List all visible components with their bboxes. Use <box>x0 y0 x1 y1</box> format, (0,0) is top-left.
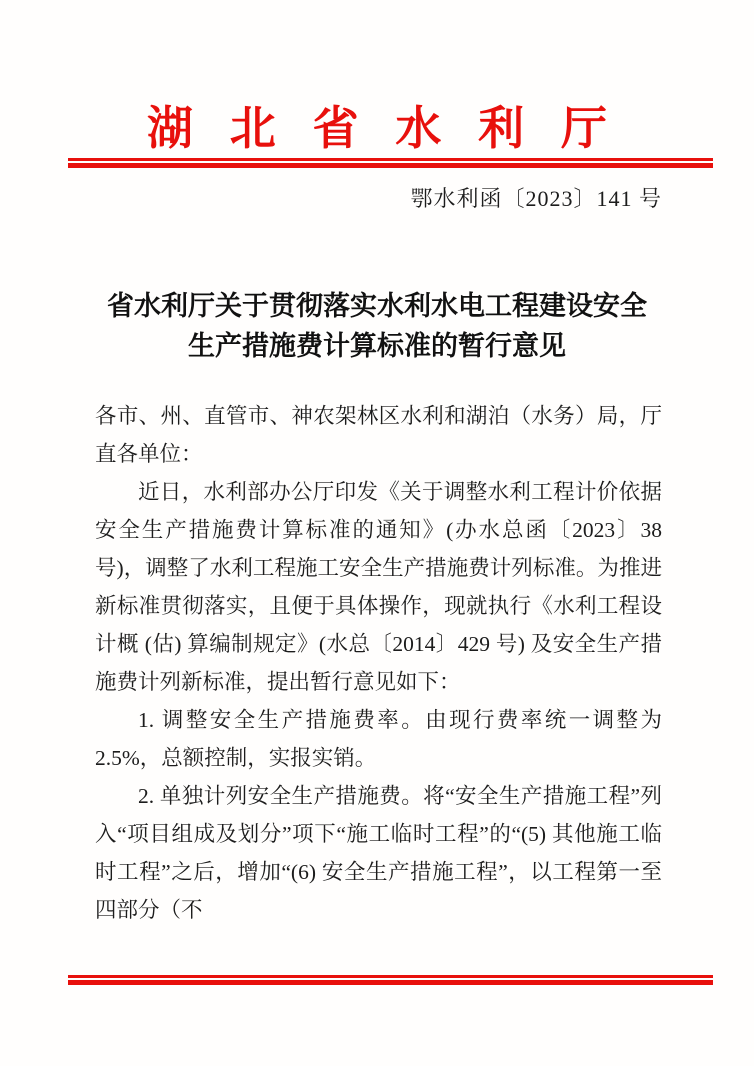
rule-thick-line <box>68 163 713 168</box>
letterhead <box>0 92 754 158</box>
document-body <box>95 397 662 929</box>
document-reference-number: 鄂水利函〔2023〕141 号 <box>410 186 662 211</box>
body-paragraph: 近日，水利部办公厅印发《关于调整水利工程计价依据安全生产措施费计算标准的通知》(办水总函〔2023〕38 号)，调整了水利工程施工安全生产措施费计列标准。为推进新标准贯彻落实，且便于具体操作，现就执行《水利工程设计概 (估) 算编制规定》(水总〔2014〕429 号) 及安全生产措施费计列新标准，提出暂行意见如下： <box>95 480 662 694</box>
body-paragraph-item-2: 2. 单独计列安全生产措施费。将“安全生产措施工程”列入“项目组成及划分”项下“施工临时工程”的“(5) 其他施工临时工程”之后，增加“(6) 安全生产措施工程”，以工程第一至四部分（不 <box>95 784 662 922</box>
salutation: 各市、州、直管市、神农架林区水利和湖泊（水务）局，厅直各单位： <box>95 404 662 466</box>
letterhead-divider-rule <box>68 158 713 168</box>
footer-divider-rule <box>68 975 713 985</box>
body-paragraph-item-1: 1. 调整安全生产措施费率。由现行费率统一调整为 2.5%，总额控制，实报实销。 <box>95 708 662 770</box>
rule-thick-line <box>68 980 713 985</box>
letterhead-org-name: 湖北省水利厅 <box>146 103 644 154</box>
document-title <box>47 286 707 366</box>
document-title-line1: 省水利厅关于贯彻落实水利水电工程建设安全 <box>107 291 647 321</box>
document-title-line2: 生产措施费计算标准的暂行意见 <box>188 331 566 361</box>
